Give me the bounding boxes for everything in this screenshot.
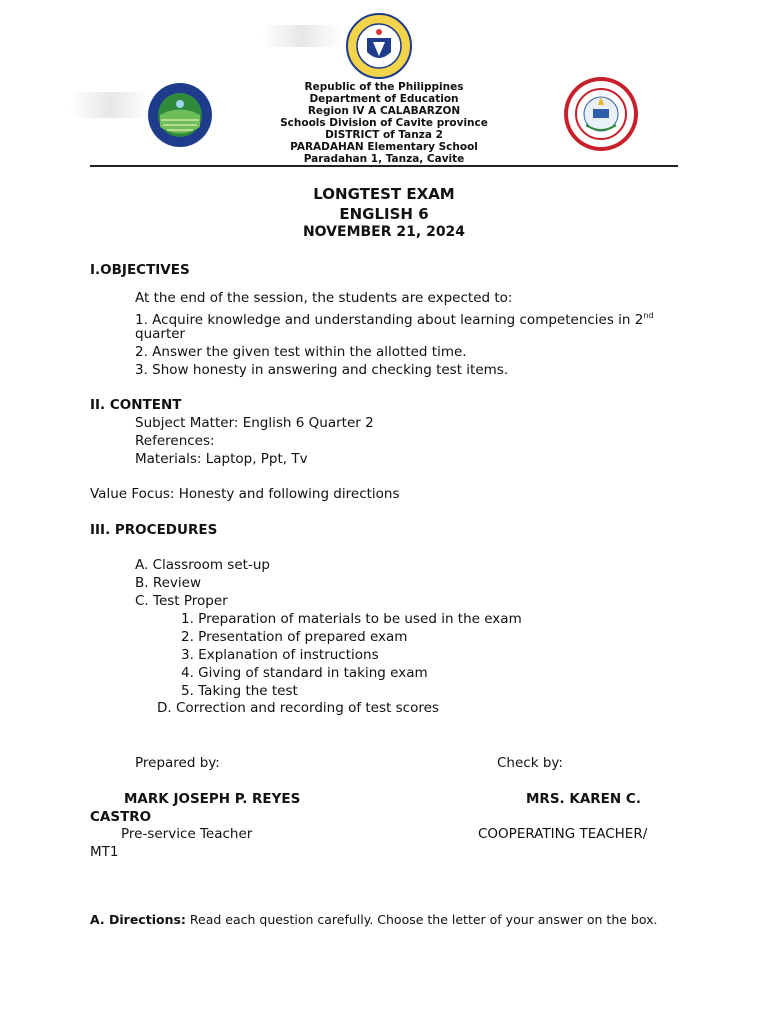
exam-subject: ENGLISH 6 xyxy=(339,205,429,223)
preparer-name: MARK JOSEPH P. REYES xyxy=(124,791,301,807)
procedures-heading: III. PROCEDURES xyxy=(90,522,218,538)
directions-label: A. Directions: xyxy=(90,912,186,927)
directions-text: Read each question carefully. Choose the letter of your answer on the box. xyxy=(185,912,658,927)
checker-role: COOPERATING TEACHER/ xyxy=(478,826,648,842)
check-by-label: Check by: xyxy=(497,755,563,771)
objective-item-1-sup: nd xyxy=(643,311,654,320)
header-divider xyxy=(90,165,678,167)
header-line: Republic of the Philippines xyxy=(304,81,464,93)
procedure-d: D. Correction and recording of test scores xyxy=(157,700,439,716)
procedure-step: 5. Taking the test xyxy=(181,683,298,699)
procedure-step: 1. Preparation of materials to be used in the exam xyxy=(181,611,522,627)
header-line: Region IV A CALABARZON xyxy=(307,105,461,117)
objective-item-1 xyxy=(135,307,654,329)
value-focus: Value Focus: Honesty and following directions xyxy=(90,486,400,502)
scan-smudge xyxy=(262,25,342,47)
procedure-step: 4. Giving of standard in taking exam xyxy=(181,665,428,681)
exam-date: NOVEMBER 21, 2024 xyxy=(302,224,466,240)
references: References: xyxy=(135,433,215,449)
header-line: PARADAHAN Elementary School xyxy=(290,141,478,153)
header-line: Schools Division of Cavite province xyxy=(280,117,488,129)
header-line: Department of Education xyxy=(309,93,459,105)
materials: Materials: Laptop, Ppt, Tv xyxy=(135,451,308,467)
preparer-role: Pre-service Teacher xyxy=(121,826,253,842)
procedure-step: 2. Presentation of prepared exam xyxy=(181,629,408,645)
objective-item-1-text: 1. Acquire knowledge and understanding about learning competencies in 2 xyxy=(135,312,644,328)
objectives-intro: At the end of the session, the students are expected to: xyxy=(135,290,513,306)
objective-item-1-cont: quarter xyxy=(135,326,186,342)
prepared-by-label: Prepared by: xyxy=(135,755,220,771)
procedure-b: B. Review xyxy=(135,575,202,591)
objective-item-3: 3. Show honesty in answering and checking test items. xyxy=(135,362,509,378)
directions xyxy=(90,911,657,929)
header-line: DISTRICT of Tanza 2 xyxy=(325,129,443,141)
checker-role-cont: MT1 xyxy=(90,844,119,860)
deped-seal xyxy=(345,12,413,80)
procedure-a: A. Classroom set-up xyxy=(135,557,270,573)
checker-name-cont: CASTRO xyxy=(90,809,152,825)
procedure-c: C. Test Proper xyxy=(135,593,228,609)
content-heading: II. CONTENT xyxy=(90,397,182,413)
objectives-heading: I.OBJECTIVES xyxy=(90,262,190,278)
procedure-step: 3. Explanation of instructions xyxy=(181,647,379,663)
objective-item-2: 2. Answer the given test within the allotted time. xyxy=(135,344,467,360)
header-line: Paradahan 1, Tanza, Cavite xyxy=(303,153,465,165)
subject-matter: Subject Matter: English 6 Quarter 2 xyxy=(135,415,374,431)
exam-title: LONGTEST EXAM xyxy=(313,185,455,203)
checker-name: MRS. KAREN C. xyxy=(526,791,641,807)
